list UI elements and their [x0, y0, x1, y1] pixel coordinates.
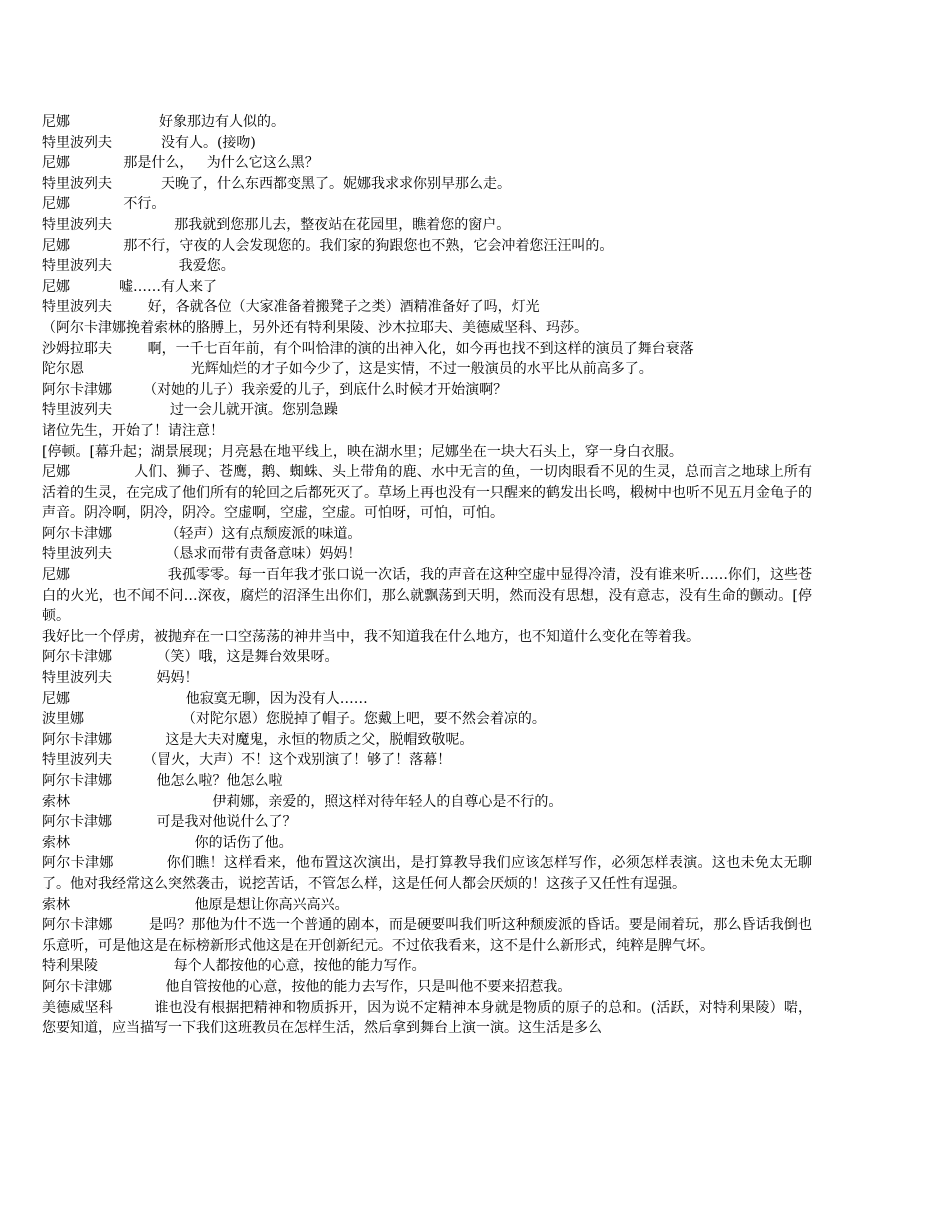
script-line: 我好比一个俘虏，被抛弃在一口空荡荡的神井当中，我不知道我在什么地方，也不知道什么变化在等着我。	[42, 628, 700, 645]
script-line: 阿尔卡津娜 他自管按他的心意，按他的能力去写作，只是叫他不要来招惹我。	[42, 978, 572, 995]
script-line: 特里波列夫 那我就到您那儿去，整夜站在花园里，瞧着您的窗户。	[42, 216, 511, 233]
script-line: 尼娜 嘘……有人来了	[42, 278, 217, 295]
script-line: 尼娜 我孤零零。每一百年我才张口说一次话，我的声音在这种空虚中显得冷清，没有谁来听……你们，这些苍白的火光，也不闻不问…深夜，腐烂的沼泽生出你们，那么就飘荡到天明，然而没有思想，没有意志，没有生命的颤动。[停顿。	[42, 567, 812, 625]
script-line: 特里波列夫 过一会儿就开演。您别急躁	[42, 402, 338, 419]
script-line: 尼娜 他寂寞无聊，因为没有人……	[42, 690, 368, 707]
script-line: 特里波列夫 妈妈！	[42, 670, 199, 687]
script-line: 特利果陵 每个人都按他的心意，按他的能力写作。	[42, 958, 426, 975]
script-line: 尼娜 人们、狮子、苍鹰，鹅、蜘蛛、头上带角的鹿、水中无言的鱼，一切肉眼看不见的生灵，总而言之地球上所有活着的生灵，在完成了他们所有的轮回之后都死灭了。草场上再也没有一只醒来的鹤发出长鸣，椴树中也听不见五月金龟子的声音。阴冷啊，阴冷，阴冷。空虚啊，空虚，空虚。可怕呀，可怕，可怕。	[42, 464, 812, 522]
script-line: 尼娜 不行。	[42, 196, 166, 213]
script-line: 阿尔卡津娜 是吗？那他为什不选一个普通的剧本，而是硬要叫我们听这种颓废派的昏话。要是闹着玩，那么昏话我倒也乐意听，可是他这是在标榜新形式他这是在开创新纪元。不过依我看来，这不是什么新形式，纯粹是脾气坏。	[42, 917, 812, 954]
script-line: 诸位先生，开始了！请注意！	[42, 422, 224, 439]
stage-direction: （阿尔卡津娜挽着索林的胳膊上，另外还有特利果陵、沙木拉耶夫、美德威坚科、玛莎。	[42, 319, 588, 336]
script-line: 索林 他原是想让你高兴高兴。	[42, 896, 349, 913]
script-line: 阿尔卡津娜 他怎么啦？他怎么啦	[42, 773, 283, 789]
script-line: 尼娜 那不行，守夜的人会发现您的。我们家的狗跟您也不熟，它会冲着您汪汪叫的。	[42, 237, 614, 254]
script-line: 特里波列夫 我爱您。	[42, 258, 235, 275]
script-line: 尼娜 那是什么， 为什么它这么黑？	[42, 155, 319, 172]
script-line: 阿尔卡津娜 （对她的儿子）我亲爱的儿子，到底什么时候才开始演啊？	[42, 381, 508, 398]
play-script-text	[42, 112, 812, 1039]
script-line: 索林 你的话伤了他。	[42, 834, 293, 851]
script-line: 索林 伊莉娜，亲爱的，照这样对待年轻人的自尊心是不行的。	[42, 793, 563, 810]
script-line: 阿尔卡津娜 可是我对他说什么了？	[42, 814, 297, 831]
script-line: 陀尔恩 光辉灿烂的才子如今少了，这是实情，不过一般演员的水平比从前高多了。	[42, 361, 653, 378]
script-line: 特里波列夫 （冒火，大声）不！这个戏别演了！够了！落幕！	[42, 752, 452, 769]
script-line: 沙姆拉耶夫 啊，一千七百年前，有个叫恰津的演的出神入化，如今再也找不到这样的演员了舞台衰落	[42, 340, 694, 357]
script-line: 阿尔卡津娜 这是大夫对魔鬼，永恒的物质之父，脱帽致敬呢。	[42, 731, 474, 748]
script-line: 阿尔卡津娜 （轻声）这有点颓废派的味道。	[42, 525, 362, 542]
script-line: 波里娜 （对陀尔恩）您脱掉了帽子。您戴上吧，要不然会着凉的。	[42, 711, 546, 728]
script-line: 阿尔卡津娜 你们瞧！这样看来，他布置这次演出，是打算教导我们应该怎样写作，必须怎样表演。这也未免太无聊了。他对我经常这么突然袭击，说挖苦话，不管怎么样，这是任何人都会厌烦的！这孩子又任性有逞强。	[42, 855, 812, 892]
stage-direction: [停顿。[幕升起；湖景展现；月亮悬在地平线上，映在湖水里；尼娜坐在一块大石头上，穿一身白衣服。	[42, 443, 683, 460]
script-line: 美德威坚科 谁也没有根据把精神和物质拆开，因为说不定精神本身就是物质的原子的总和。(活跃，对特利果陵）啱，您要知道，应当描写一下我们这班教员在怎样生活，然后拿到舞台上演一演。这生活是多么	[42, 999, 812, 1037]
script-line: 尼娜 好象那边有人似的。	[42, 114, 286, 130]
script-line: 特里波列夫 没有人。(接吻)	[42, 134, 256, 151]
script-line: 阿尔卡津娜 （笑）哦，这是舞台效果呀。	[42, 649, 339, 666]
script-line: 特里波列夫 天晚了，什么东西都变黑了。妮娜我求求你别早那么走。	[42, 175, 511, 192]
script-line: 特里波列夫 （恳求而带有责备意味）妈妈！	[42, 546, 362, 563]
script-line: 特里波列夫 好，各就各位（大家准备着搬凳子之类）酒精准备好了吗，灯光	[42, 299, 540, 316]
